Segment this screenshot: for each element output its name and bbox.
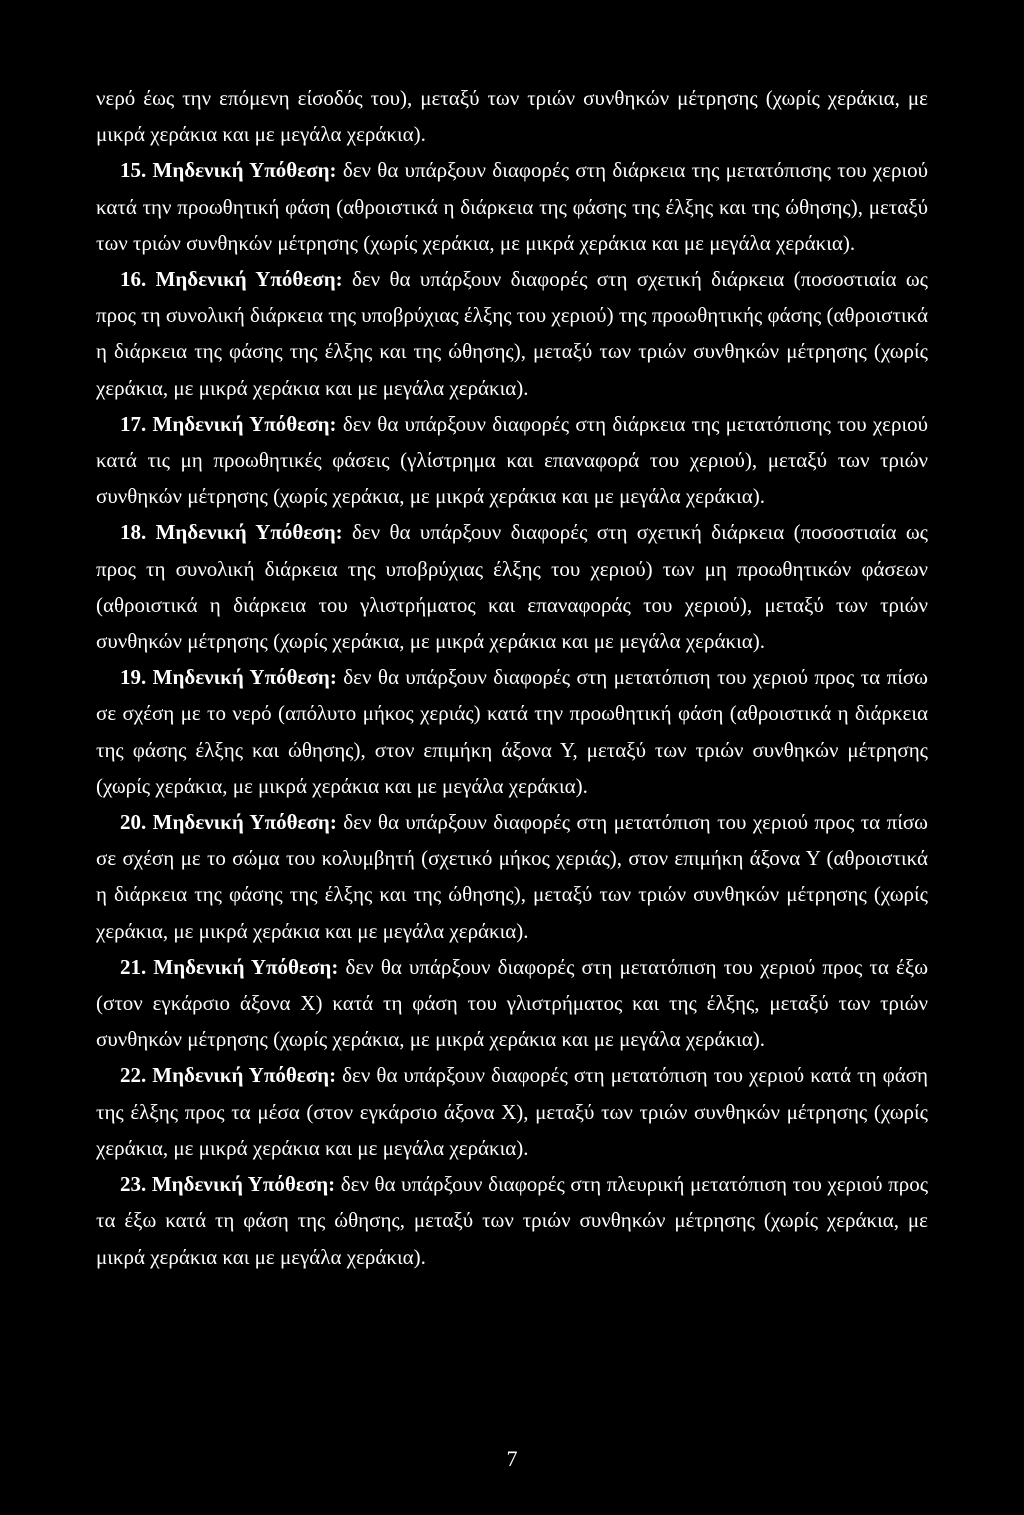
hypothesis-number: 20. <box>120 810 147 835</box>
hypothesis-label: Μηδενική Υπόθεση: <box>152 810 337 835</box>
hypothesis-text: δεν θα υπάρξουν διαφορές στη πλευρική μετατόπιση του χεριού προς τα έξω κατά τη φάση της ώθησης, μεταξύ των τριών συνθηκών μέτρησης (χωρίς χεράκια, με μικρά χεράκια και με μεγάλα χεράκια). <box>96 1172 929 1269</box>
hypothesis-label: Μηδενική Υπόθεση: <box>152 158 337 183</box>
intro-paragraph: νερό έως την επόμενη είσοδός του), μεταξύ των τριών συνθηκών μέτρησης (χωρίς χεράκια, με μικρά χεράκια και με μεγάλα χεράκια). <box>96 86 928 147</box>
hypothesis-label: Μηδενική Υπόθεση: <box>155 267 343 292</box>
hypothesis-20 <box>96 804 928 949</box>
hypothesis-21 <box>96 949 928 1058</box>
hypothesis-number: 19. <box>120 665 147 690</box>
hypothesis-text: δεν θα υπάρξουν διαφορές στη μετατόπιση του χεριού προς τα πίσω σε σχέση με το νερό (απόλυτο μήκος χεριάς) κατά την προωθητική φάση (αθροιστικά η διάρκεια της φάσης έλξης και ώθησης), στον επιμήκη άξονα Υ, μεταξύ των τριών συνθηκών μέτρησης (χωρίς χεράκια, με μικρά χεράκια και με μεγάλα χεράκια). <box>96 665 928 798</box>
hypothesis-15 <box>96 152 928 261</box>
hypothesis-text: δεν θα υπάρξουν διαφορές στη μετατόπιση του χεριού κατά τη φάση της έλξης προς τα μέσα (στον εγκάρσιο άξονα Χ), μεταξύ των τριών συνθηκών μέτρησης (χωρίς χεράκια, με μικρά χεράκια και με μεγάλα χεράκια). <box>96 1063 929 1160</box>
hypothesis-number: 17. <box>120 411 147 436</box>
hypothesis-label: Μηδενική Υπόθεση: <box>152 665 337 690</box>
hypothesis-23 <box>96 1166 928 1275</box>
hypothesis-label: Μηδενική Υπόθεση: <box>155 520 343 545</box>
hypothesis-text: δεν θα υπάρξουν διαφορές στη μετατόπιση του χεριού προς τα πίσω σε σχέση με το σώμα του κολυμβητή (σχετικό μήκος χεριάς), στον επιμήκη άξονα Υ (αθροιστικά η διάρκεια της φάσης της έλξης και της ώθησης), μεταξύ των τριών συνθηκών μέτρησης (χωρίς χεράκια, με μικρά χεράκια και με μεγάλα χεράκια). <box>96 810 928 943</box>
page-number: 7 <box>506 1446 518 1471</box>
hypothesis-number: 21. <box>120 954 147 979</box>
hypothesis-22 <box>96 1057 928 1166</box>
hypothesis-label: Μηδενική Υπόθεση: <box>153 954 339 979</box>
hypothesis-label: Μηδενική Υπόθεση: <box>151 1172 336 1197</box>
hypothesis-text: δεν θα υπάρξουν διαφορές στη διάρκεια της μετατόπισης του χεριού κατά τις μη προωθητικές φάσεις (γλίστρημα και επαναφορά του χεριού), μεταξύ των τριών συνθηκών μέτρησης (χωρίς χεράκια, με μικρά χεράκια και με μεγάλα χεράκια). <box>96 411 929 509</box>
hypothesis-text: δεν θα υπάρξουν διαφορές στη μετατόπιση του χεριού προς τα έξω (στον εγκάρσιο άξονα Χ) κατά τη φάση του γλιστρήματος και της έλξης, μεταξύ των τριών συνθηκών μέτρησης (χωρίς χεράκια, με μικρά χεράκια και με μεγάλα χεράκια). <box>96 954 929 1052</box>
hypothesis-number: 16. <box>120 267 147 292</box>
hypothesis-number: 15. <box>120 158 147 183</box>
hypothesis-16 <box>96 261 928 406</box>
hypothesis-17 <box>96 406 928 515</box>
hypothesis-number: 18. <box>120 520 147 545</box>
hypothesis-text: δεν θα υπάρξουν διαφορές στη σχετική διάρκεια (ποσοστιαία ως προς τη συνολική διάρκεια της υποβρύχιας έλξης του χεριού) της προωθητικής φάσης (αθροιστικά η διάρκεια της φάσης της έλξης και της ώθησης), μεταξύ των τριών συνθηκών μέτρησης (χωρίς χεράκια, με μικρά χεράκια και με μεγάλα χεράκια). <box>96 267 929 400</box>
hypothesis-label: Μηδενική Υπόθεση: <box>152 1063 337 1088</box>
hypothesis-text: δεν θα υπάρξουν διαφορές στη σχετική διάρκεια (ποσοστιαία ως προς τη συνολική διάρκεια της υποβρύχιας έλξης του χεριού) των μη προωθητικών φάσεων (αθροιστικά η διάρκεια του γλιστρήματος και επαναφοράς του χεριού), μεταξύ των τριών συνθηκών μέτρησης (χωρίς χεράκια, με μικρά χεράκια και με μεγάλα χεράκια). <box>96 520 929 654</box>
hypothesis-label: Μηδενική Υπόθεση: <box>152 411 337 436</box>
hypothesis-number: 22. <box>120 1063 147 1088</box>
document-body <box>96 80 928 1275</box>
hypothesis-number: 23. <box>120 1172 147 1197</box>
hypothesis-18 <box>96 514 928 659</box>
hypothesis-text: δεν θα υπάρξουν διαφορές στη διάρκεια της μετατόπισης του χεριού κατά την προωθητική φάση (αθροιστικά η διάρκεια της φάσης της έλξης και της ώθησης), μεταξύ των τριών συνθηκών μέτρησης (χωρίς χεράκια, με μικρά χεράκια και με μεγάλα χεράκια). <box>96 158 929 255</box>
hypothesis-19 <box>96 659 928 804</box>
